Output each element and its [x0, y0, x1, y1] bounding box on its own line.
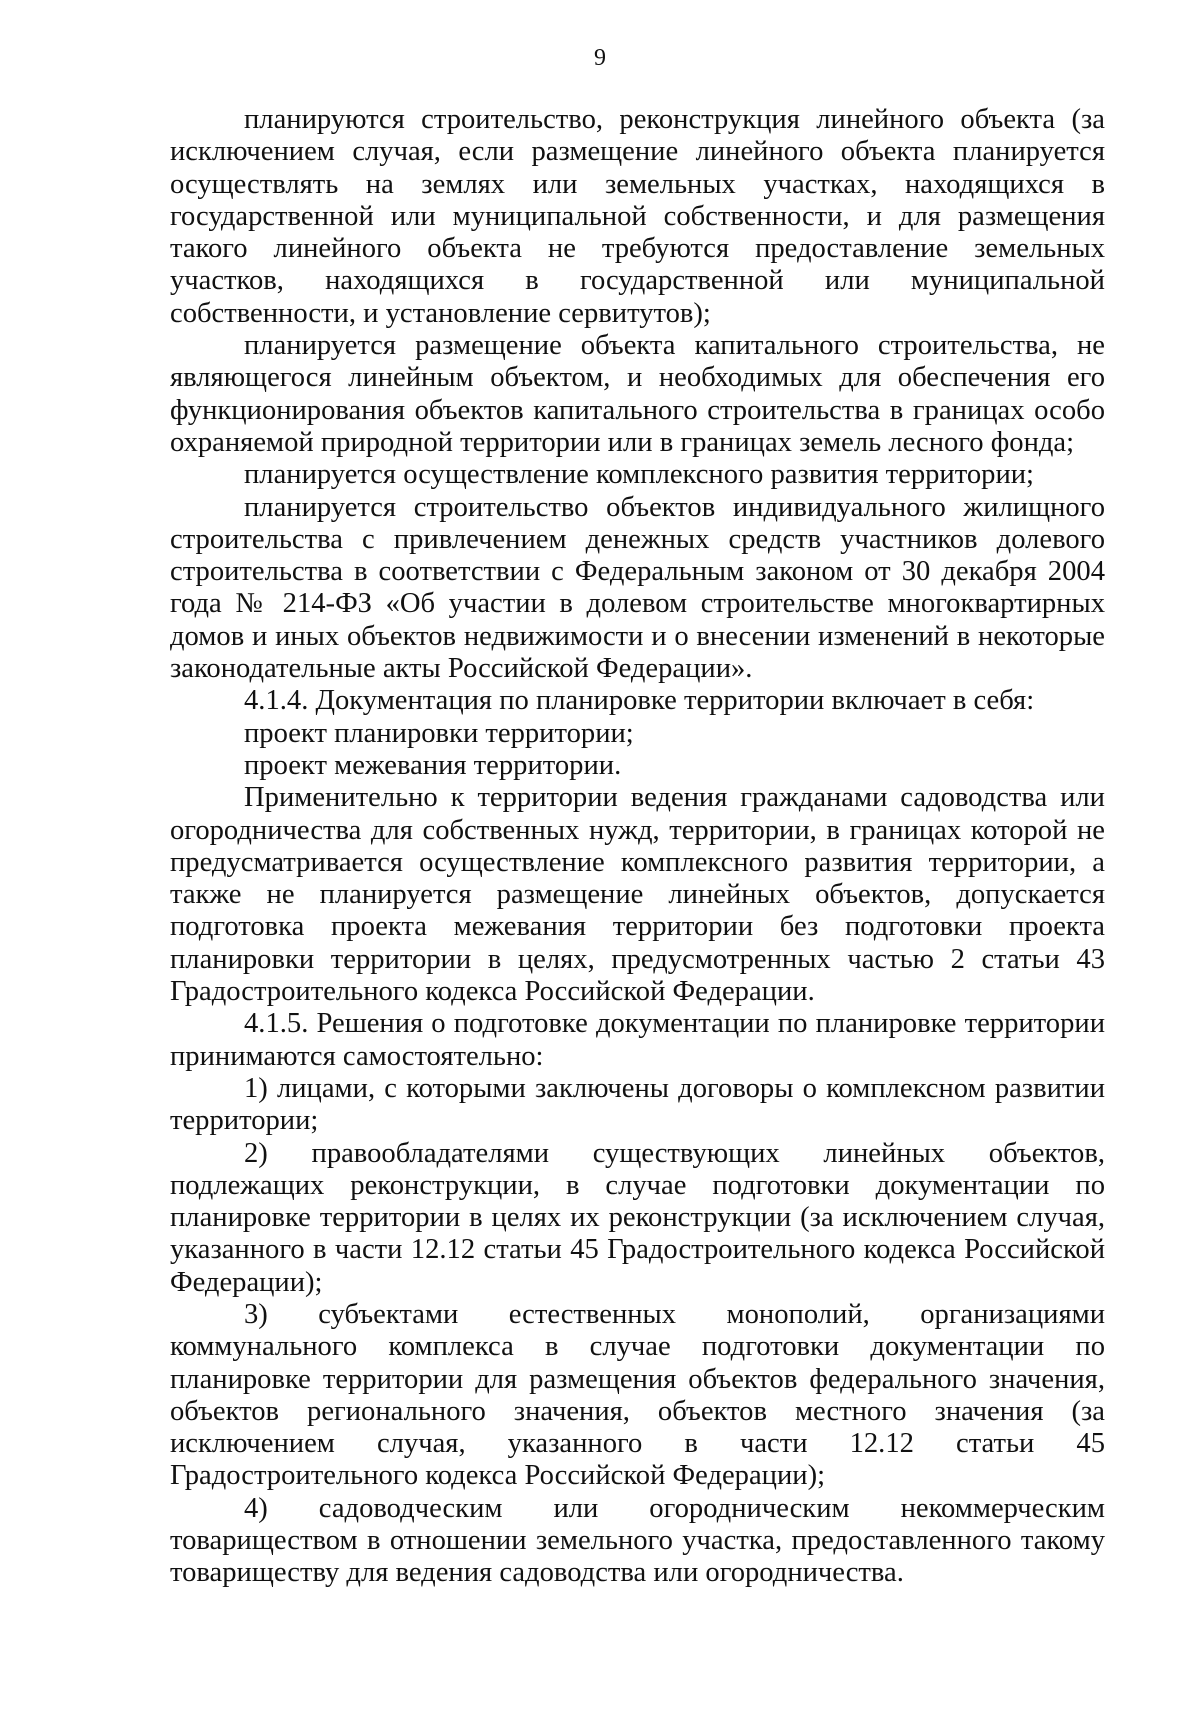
list-item-surveying-project: проект межевания территории. — [244, 749, 622, 781]
paragraph-individual-housing-construction: планируется строительство объектов индивидуального жилищного строительства с привлечением денежных средств участников долевого строительства в соответствии с Федеральным законом от 30 декабря 2004 года № 214-ФЗ «Об участии в долевом строительстве многоквартирных домов и иных объектов недвижимости и о внесении изменений в некоторые законодательные акты Российской Федерации». — [170, 491, 1105, 685]
section-4-1-5-heading: 4.1.5. Решения о подготовке документации по планировке территории принимаются самостоятельно: — [170, 1008, 1105, 1072]
document-body — [170, 104, 1105, 1590]
page-number: 9 — [594, 45, 606, 71]
list-item-complex-development-contract-holders: 1) лицами, с которыми заключены договоры о комплексном развитии территории; — [170, 1072, 1105, 1137]
paragraph-complex-development: планируется осуществление комплексного развития территории; — [244, 459, 1034, 491]
paragraph-linear-object-reconstruction: планируются строительство, реконструкция линейного объекта (за исключением случая, если размещение линейного объекта планируется осуществлять на землях или земельных участках, находящихся в государственной или муниципальной собственности, и для размещения такого линейного объекта не требуются предоставление земельных участков, находящихся в государственной или муниципальной собственности, и установление сервитутов); — [170, 104, 1105, 329]
list-item-natural-monopolies: 3) субъектами естественных монополий, организациями коммунального комплекса в случае подготовки документации по планировке территории для размещения объектов федерального значения, объектов регионального значения, объектов местного значения (за исключением случая, указанного в части 12.12 статьи 45 Градостроительного кодекса Российской Федерации); — [170, 1298, 1105, 1492]
section-4-1-4-heading: 4.1.4. Документация по планировке территории включает в себя: — [244, 685, 1035, 717]
paragraph-gardening-territory: Применительно к территории ведения гражданами садоводства или огородничества для собственных нужд, территории, в границах которой не предусматривается осуществление комплексного развития территории, а также не планируется размещение линейных объектов, допускается подготовка проекта межевания территории без подготовки проекта планировки территории в целях, предусмотренных частью 2 статьи 43 Градостроительного кодекса Российской Федерации. — [170, 782, 1105, 1008]
list-item-gardening-partnerships: 4) садоводческим или огородническим некоммерческим товариществом в отношении земельного участка, предоставленного такому товариществу для ведения садоводства или огородничества. — [170, 1492, 1105, 1589]
paragraph-capital-construction-protected-area: планируется размещение объекта капитального строительства, не являющегося линейным объектом, и необходимых для обеспечения его функционирования объектов капитального строительства в границах особо охраняемой природной территории или в границах земель лесного фонда; — [170, 330, 1105, 458]
list-item-planning-project: проект планировки территории; — [244, 717, 634, 749]
list-item-linear-object-owners: 2) правообладателями существующих линейных объектов, подлежащих реконструкции, в случае подготовки документации по планировке территории в целях их реконструкции (за исключением случая, указанного в части 12.12 статьи 45 Градостроительного кодекса Российской Федерации); — [170, 1137, 1105, 1298]
